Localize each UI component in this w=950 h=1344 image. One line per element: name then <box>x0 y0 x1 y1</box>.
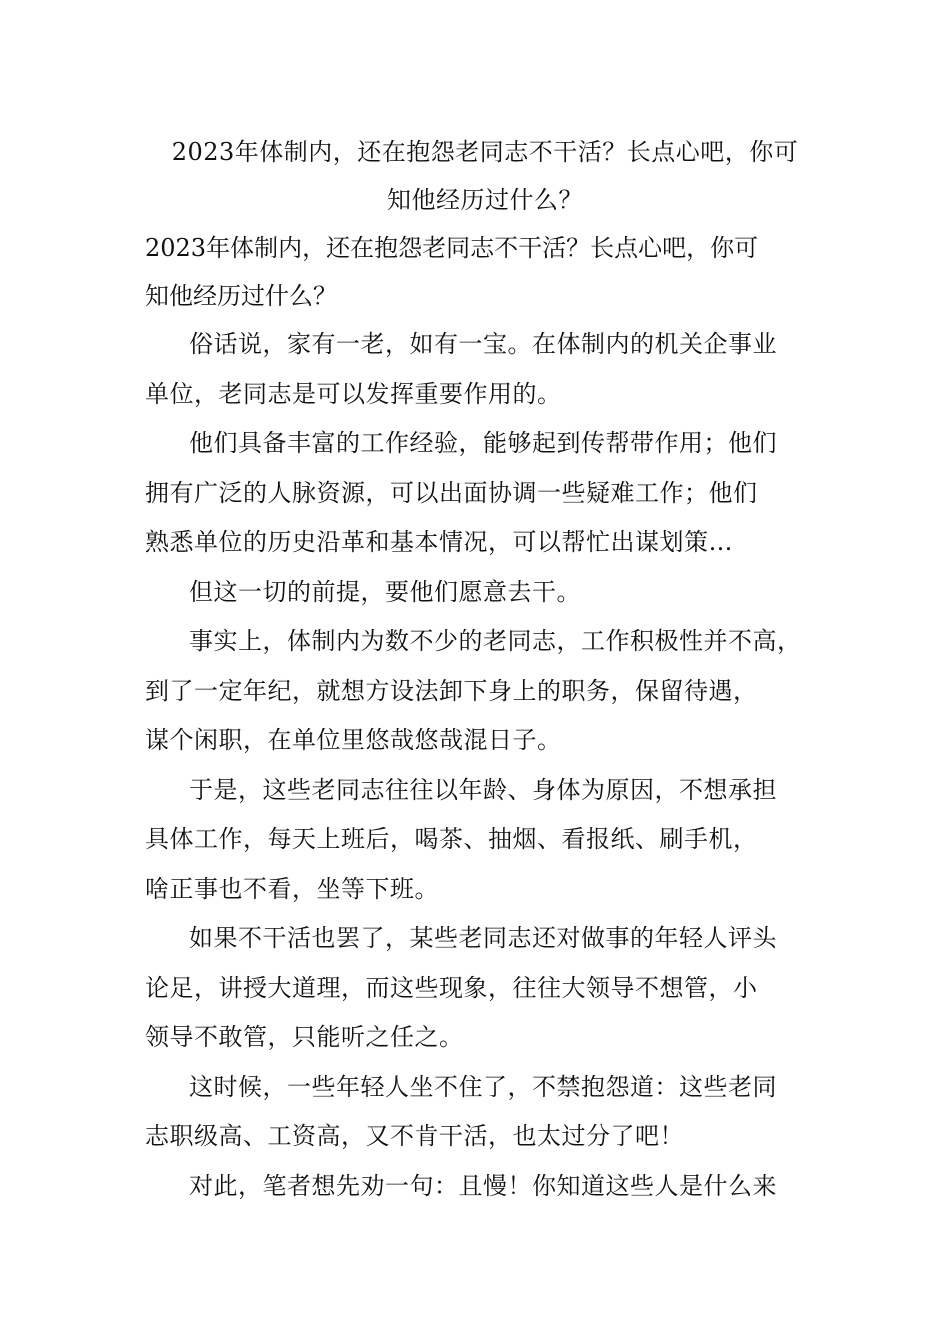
paragraph-line: 他们具备丰富的工作经验，能够起到传帮带作用；他们 <box>189 429 777 457</box>
paragraph-3 <box>145 568 825 618</box>
paragraph-8 <box>145 1162 825 1212</box>
paragraph-line: 到了一定年纪，就想方设法卸下身上的职务，保留待遇， <box>145 676 758 705</box>
paragraph-line: 志职级高、工资高，又不肯干活，也太过分了吧！ <box>145 1122 684 1150</box>
title-line-2: 知他经历过什么？ <box>387 186 583 214</box>
paragraph-line: 但这一切的前提，要他们愿意去干。 <box>189 577 581 606</box>
paragraph-line: 论足，讲授大道理，而这些现象，往往大领导不想管，小 <box>145 973 758 1002</box>
paragraph-line: 啥正事也不看，坐等下班。 <box>145 874 439 903</box>
document-page <box>145 128 825 1211</box>
paragraph-line: 单位，老同志是可以发挥重要作用的。 <box>145 379 562 408</box>
document-title <box>145 128 825 224</box>
paragraph-line: 领导不敢管，只能听之任之。 <box>145 1023 464 1051</box>
paragraph-line: 于是，这些老同志往往以年龄、身体为原因，不想承担 <box>189 775 777 804</box>
paragraph-4 <box>145 617 825 766</box>
paragraph-1 <box>145 320 825 419</box>
paragraph-line: 具体工作，每天上班后，喝茶、抽烟、看报纸、刷手机， <box>145 825 758 853</box>
document-subtitle <box>145 224 825 320</box>
paragraph-line: 如果不干活也罢了，某些老同志还对做事的年轻人评头 <box>189 924 777 952</box>
paragraph-line: 拥有广泛的人脉资源，可以出面协调一些疑难工作；他们 <box>145 478 758 507</box>
paragraph-2 <box>145 419 825 568</box>
paragraph-line: 俗话说，家有一老，如有一宝。在体制内的机关企事业 <box>189 330 777 358</box>
paragraph-line: 对此，笔者想先劝一句：且慢！你知道这些人是什么来 <box>189 1171 777 1200</box>
paragraph-line: 谋个闲职，在单位里悠哉悠哉混日子。 <box>145 726 562 754</box>
paragraph-line: 这时候，一些年轻人坐不住了，不禁抱怨道：这些老同 <box>189 1072 777 1101</box>
paragraph-5 <box>145 766 825 915</box>
paragraph-6 <box>145 914 825 1063</box>
paragraph-line: 事实上，体制内为数不少的老同志，工作积极性并不高， <box>189 627 802 655</box>
paragraph-7 <box>145 1063 825 1162</box>
subtitle-line-2: 知他经历过什么？ <box>145 282 337 310</box>
paragraph-line: 熟悉单位的历史沿革和基本情况，可以帮忙出谋划策… <box>145 528 733 556</box>
title-line-1: 2023年体制内，还在抱怨老同志不干活？长点心吧，你可 <box>171 138 799 166</box>
subtitle-line-1: 2023年体制内，还在抱怨老同志不干活？长点心吧，你可 <box>145 234 759 262</box>
